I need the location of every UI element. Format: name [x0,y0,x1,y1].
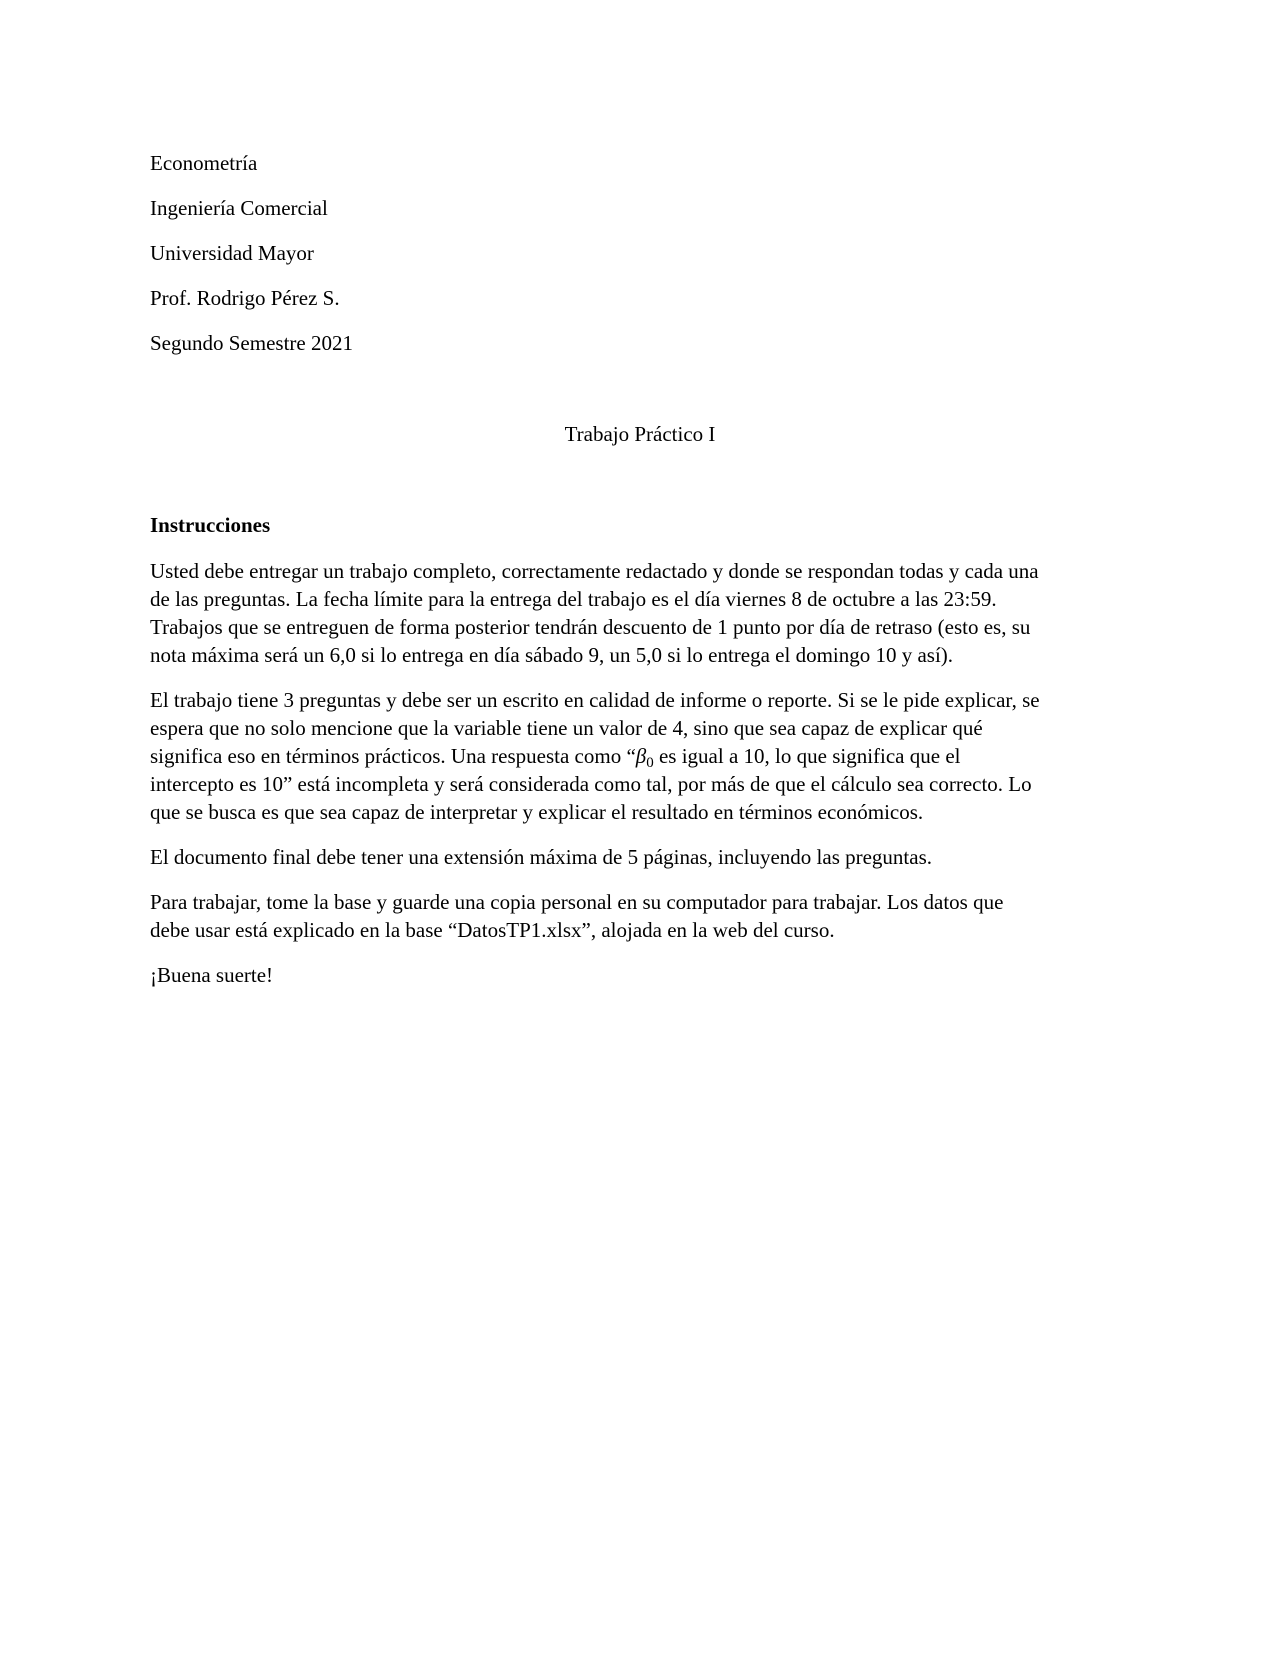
paragraph-line: de las preguntas. La fecha límite para la entrega del trabajo es el día viernes 8 de octubre a las 23:59. [150,587,997,611]
paragraph-line: espera que no solo mencione que la variable tiene un valor de 4, sino que sea capaz de explicar qué [150,716,983,740]
text-segment: es igual a 10, lo que significa que el [653,744,961,768]
professor-name: Prof. Rodrigo Pérez S. [150,286,340,310]
instructions-heading: Instrucciones [150,513,271,537]
university-name: Universidad Mayor [150,241,314,265]
text-segment: significa eso en términos prácticos. Una respuesta como “ [150,744,636,768]
paragraph-line: nota máxima será un 6,0 si lo entrega en día sábado 9, un 5,0 si lo entrega el domingo 10 y así). [150,643,954,667]
paragraph-line: que se busca es que sea capaz de interpretar y explicar el resultado en términos económicos. [150,800,924,824]
paragraph-expectations [150,686,1130,826]
document-title: Trabajo Práctico I [564,422,716,446]
paragraph-line: Para trabajar, tome la base y guarde una copia personal en su computador para trabajar. Los datos que [150,890,1004,914]
paragraph-line: El documento final debe tener una extensión máxima de 5 páginas, incluyendo las preguntas. [150,845,933,869]
paragraph-data [150,888,1130,944]
beta-subscript: 0 [646,755,654,771]
closing-line: ¡Buena suerte! [150,963,274,987]
paragraph-line-with-formula [150,742,1130,770]
beta-letter: β [635,744,647,768]
course-header [150,150,1130,375]
paragraph-line: debe usar está explicado en la base “DatosTP1.xlsx”, alojada en la web del curso. [150,918,835,942]
paragraph-line: intercepto es 10” está incompleta y será considerada como tal, por más de que el cálculo sea correcto. Lo [150,772,1032,796]
paragraph-line: El trabajo tiene 3 preguntas y debe ser un escrito en calidad de informe o reporte. Si se le pide explicar, se [150,688,1040,712]
instructions-section [150,512,1130,1006]
course-name: Econometría [150,151,258,175]
program-name: Ingeniería Comercial [150,196,328,220]
paragraph-line: Trabajos que se entreguen de forma posterior tendrán descuento de 1 punto por día de retraso (esto es, su [150,615,1031,639]
semester: Segundo Semestre 2021 [150,331,353,355]
paragraph-deadline [150,557,1130,669]
paragraph-length [150,843,1130,871]
paragraph-line: Usted debe entregar un trabajo completo, correctamente redactado y donde se respondan todas y cada una [150,559,1039,583]
beta-zero-symbol [635,744,654,771]
